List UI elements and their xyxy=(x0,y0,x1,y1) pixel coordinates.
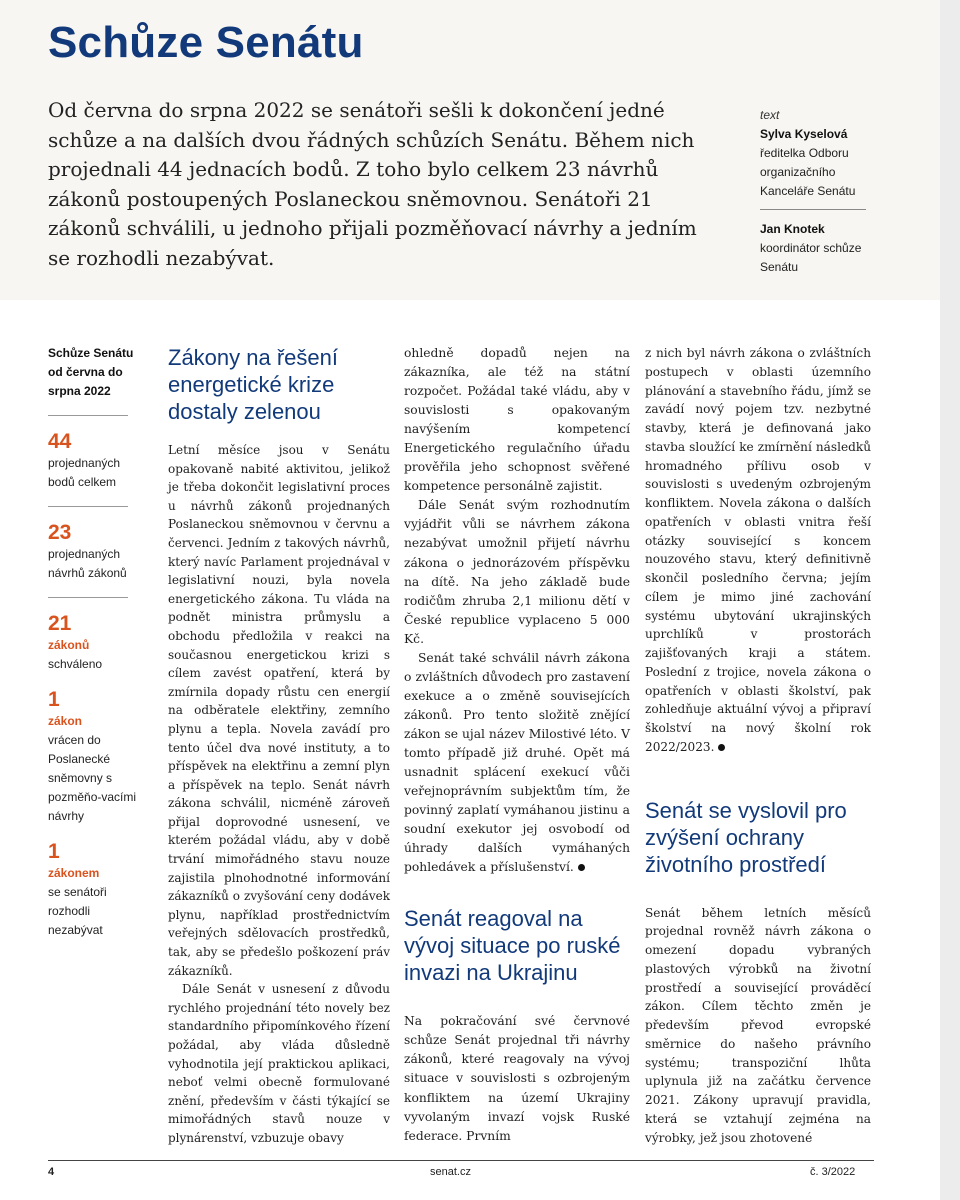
sidebar-divider xyxy=(48,415,128,416)
stat-item xyxy=(48,612,138,674)
stats-sidebar xyxy=(48,344,138,940)
paragraph-text: Senát také schválil návrh zákona o zvláštních důvodech pro zastavení exekuce a o změně souvisejících zákonů. Pro tento složitě znějící zákon se ujal název Milostivé léto. V tomto případě již druhé. Opět má usnadnit splácení exekucí vůči veřejnoprávním subjektům tím, že povinný zaplatí vymáhanou jistinu a soudní exekutor jej osvobodí od úhrady dalších vymáhaných pohledávek a příslušenství. xyxy=(404,650,630,875)
stat-number: 44 xyxy=(48,430,72,453)
stat-accent-label: zákonem xyxy=(48,866,100,880)
page-edge xyxy=(940,0,960,1200)
end-mark-icon xyxy=(718,744,725,751)
stat-text: projednaných bodů celkem xyxy=(48,456,121,489)
body-paragraph: Na pokračování své červnové schůze Senát projednal tři návrhy zákonů, které reagovaly na vývoj situace v souvislosti s ozbrojeným konfliktem na území Ukrajiny vyvolaným invazí vojsk Ruské federace. Prvním xyxy=(404,1014,630,1143)
body-paragraph: Senát během letních měsíců projednal rovněž návrh zákona o omezení dopadu vybraných plastových výrobků na životní prostředí a související prováděcí zákon. Cílem těchto změn je především převod evropské směrnice do našeho právního systému; transpoziční lhůta uplynula již na začátku července 2021. Zákony upravují pravidla, která se vztahují zejména na výrobky, jež jsou zhotovené xyxy=(645,905,871,1145)
page-number: 4 xyxy=(48,1166,55,1178)
article-column-3 xyxy=(645,344,871,1147)
author-credits xyxy=(760,106,880,277)
stat-number: 23 xyxy=(48,521,72,544)
stat-accent-label: zákonů xyxy=(48,638,90,652)
lead-paragraph: Od června do srpna 2022 se senátoři sešli k dokončení jedné schůze a na dalších dvou řádných schůzích Senátu. Během nich projednali 44 jednacích bodů. Z toho bylo celkem 23 návrhů zákonů postoupených Poslaneckou sněmovnou. Senátoři 21 zákonů schválili, u jednoho přijali pozměňovací návrhy a jedním se rozhodli nezabývat. xyxy=(48,98,697,270)
body-paragraph: Letní měsíce jsou v Senátu opakovaně nabité aktivitou, jelikož je třeba dokončit legislativní proces u návrhů zákonů projednaných Poslaneckou sněmovnou v červnu a červenci. Jedním z takových návrhů, který navíc Parlament projednával v legislativní nouzi, byla novela energetického zákona. Tu vláda na podnět ministra průmyslu a obchodu předložila v reakci na současnou energetickou krizi s cílem zavést opatření, která by zmírnila dopady růstu cen energií na odběratele elektřiny, zemního plynu a tepla. Novela zavádí pro tento účel dva nové instituty, a to příspěvek na elektřinu a zemní plyn a příspěvek na teplo. Senát návrh zákona schválil, nicméně zároveň přijal doprovodné usnesení, ve kterém požádal vládu, aby v době trvání mimořádného stavu nouze zajistila plnohodnotné informování zákazníků o zvyšování ceny dodávek plynu, například prostřednictvím veřejných sdělovacích prostředků, tak, aby se předešlo poškození práv zákazníků. xyxy=(168,443,390,978)
stat-item xyxy=(48,521,138,583)
stat-text: se senátoři rozhodli nezabývat xyxy=(48,885,107,937)
author-name: Sylva Kyselová xyxy=(760,127,848,141)
article-column-1 xyxy=(168,344,390,1148)
section-heading: Senát se vyslovil pro zvýšení ochrany životního prostředí xyxy=(645,797,847,877)
credits-divider xyxy=(760,209,866,210)
stat-number: 1 xyxy=(48,688,60,711)
stat-text: vrácen do Poslanecké sněmovny s pozměňo-vacími návrhy xyxy=(48,733,137,823)
paragraph-text: z nich byl návrh zákona o zvláštních postupech v oblasti územního plánování a stavebního řádu, jímž se zavádí nový pojem tzv. nezbytné stavby, která je definovaná jako stavba sloužící ke zmírnění následků hromadného přílivu osob v souvislosti s uvedeným ozbrojeným konfliktem. Novela zákona o dalších opatřeních v oblasti vnitra řeší otázky související s koncem nouzového stavu, který definitivně skončil posledního června; jejím cílem je mimo jiné zachování systému ubytování ukrajinských uprchlíků v prostorách zajišťovaných kraji a státem. Poslední z trojice, novela zákona o opatřeních v oblasti školství, pak zohledňuje aktuální vývoj a připraví školství na nový školní rok 2022/2023. xyxy=(645,346,871,754)
body-paragraph: Dále Senát svým rozhodnutím vyjádřit vůli se návrhem zákona nezabývat umožnil přijetí návrhu zákona o jednorázovém příspěvku na dítě. Na jeho základě bude rodičům zhruba 2,1 milionu dětí v České republice vyplaceno 5 000 Kč. xyxy=(404,498,630,646)
stat-number: 1 xyxy=(48,840,60,863)
sidebar-divider xyxy=(48,597,128,598)
stat-accent-label: zákon xyxy=(48,714,83,728)
stat-text: schváleno xyxy=(48,657,103,671)
page-title: Schůze Senátu xyxy=(48,18,364,67)
end-mark-icon xyxy=(578,864,585,871)
article-column-2 xyxy=(404,344,630,1146)
body-paragraph xyxy=(645,344,871,757)
body-paragraph xyxy=(404,649,630,878)
stat-item xyxy=(48,430,138,492)
stat-text: projednaných návrhů zákonů xyxy=(48,547,127,580)
author-name: Jan Knotek xyxy=(760,222,825,236)
footer-divider xyxy=(48,1160,874,1161)
section-heading: Senát reagoval na vývoj situace po ruské invazi na Ukrajinu xyxy=(404,906,621,986)
section-heading: Zákony na řešení energetické krize dostaly zelenou xyxy=(168,345,338,424)
credits-label: text xyxy=(760,108,780,122)
stat-number: 21 xyxy=(48,612,72,635)
issue-number: č. 3/2022 xyxy=(810,1166,856,1178)
author-role: ředitelka Odboru organizačního Kanceláře Senátu xyxy=(760,146,856,198)
stat-item xyxy=(48,688,138,826)
sidebar-divider xyxy=(48,506,128,507)
body-paragraph: Dále Senát v usnesení z důvodu rychlého projednání této novely bez standardního připomínkového řízení požádal, aby vláda důsledně vyhodnotila její praktickou aplikaci, neboť velmi obecně formulované znění, především v části týkající se mimořádných stavů nouze v plynárenství, vzbuzuje obavy xyxy=(168,982,390,1145)
author-role: koordinátor schůze Senátu xyxy=(760,241,862,274)
stat-item xyxy=(48,840,138,940)
body-paragraph: ohledně dopadů nejen na zákazníka, ale též na státní rozpočet. Požádal také vládu, aby v souvislosti s opakovaným navýšením kompetencí Energetického regulačního úřadu prověřila jeho schopnost svěřené kompetence personálně zajistit. xyxy=(404,346,630,494)
sidebar-heading: Schůze Senátu od června do srpna 2022 xyxy=(48,346,134,398)
footer-site: senat.cz xyxy=(430,1166,471,1178)
